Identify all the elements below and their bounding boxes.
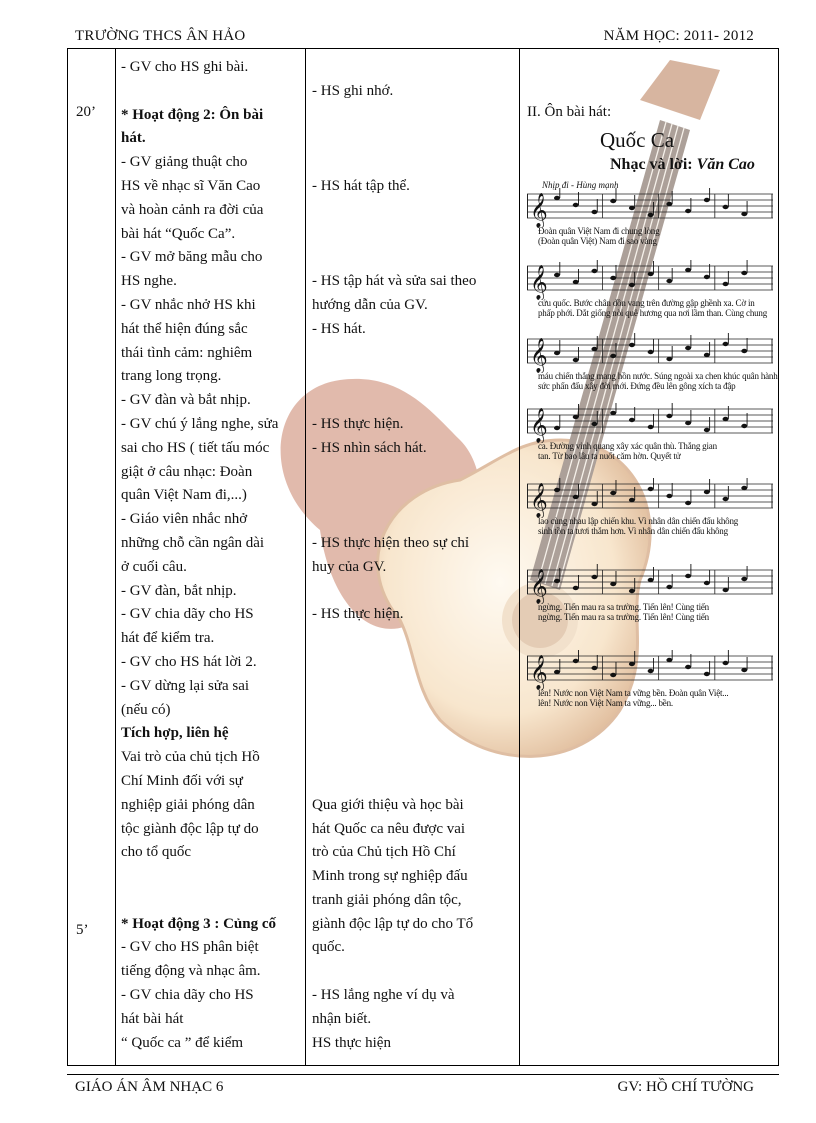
teacher-activities-column [121, 56, 278, 1055]
student-line [312, 699, 476, 723]
teacher-line: sai cho HS ( tiết tấu móc [121, 439, 270, 456]
time-activity-2: 20’ [76, 104, 96, 120]
music-staff [527, 403, 773, 443]
student-line: HS thực hiện [312, 1034, 391, 1051]
svg-text:𝄞: 𝄞 [530, 265, 548, 300]
student-line: - HS lắng nghe ví dụ và [312, 987, 455, 1004]
school-name: TRƯỜNG THCS ÂN HẢO [75, 28, 246, 44]
music-staff [527, 478, 773, 518]
student-line: - HS thực hiện. [312, 415, 404, 432]
student-line: nhận biết. [312, 1010, 372, 1027]
header-rule [67, 48, 779, 49]
music-staff [527, 188, 773, 228]
student-line [312, 675, 476, 699]
teacher-line: cho tổ quốc [121, 844, 191, 861]
teacher-line [121, 889, 278, 913]
svg-text:𝄞: 𝄞 [530, 408, 548, 443]
table-border-left [67, 49, 68, 1065]
teacher-line: hát bài hát [121, 1010, 184, 1027]
student-line [312, 960, 476, 984]
teacher-line: hát để kiểm tra. [121, 630, 215, 647]
teacher-line: tộc giành độc lập tự do [121, 820, 259, 837]
student-activities-column [312, 56, 476, 1055]
teacher-line: - GV cho HS hát lời 2. [121, 653, 257, 670]
composer-name: Văn Cao [696, 156, 755, 173]
teacher-line: - GV mở băng mẫu cho [121, 249, 263, 266]
teacher-line: Vai trò của chủ tịch Hồ [121, 749, 260, 766]
teacher-line: HS nghe. [121, 273, 177, 290]
student-line [312, 770, 476, 794]
student-line: giành độc lập tự do cho Tổ [312, 915, 474, 932]
teacher-line: - GV cho HS phân biệt [121, 939, 259, 956]
svg-text:𝄞: 𝄞 [530, 193, 548, 228]
teacher-line: “ Quốc ca ” để kiểm [121, 1034, 244, 1051]
teacher-line: Chí Minh đối với sự [121, 772, 243, 789]
teacher-line: - GV chia dãy cho HS [121, 606, 254, 623]
student-line: trò của Chủ tịch Hồ Chí [312, 844, 456, 861]
teacher-line: và hoàn cảnh ra đời của [121, 201, 264, 218]
lyric-line-verse-1: máu chiến thắng mang hồn nước. Súng ngoài xa chen khúc quân hành [538, 371, 778, 381]
tempo-marking: Nhịp đi - Hùng mạnh [542, 180, 619, 190]
lyric-line-verse-1: cứu quốc. Bước chân dồn vang trên đường gập ghềnh xa. Cờ in [538, 298, 755, 308]
teacher-line: những chỗ cần ngân dài [121, 534, 265, 551]
table-border-bottom [67, 1065, 779, 1066]
teacher-line: - GV giảng thuật cho [121, 154, 248, 171]
teacher-line: trang long trọng. [121, 368, 222, 385]
lyric-line-verse-2: (Đoàn quân Việt) Nam đi sao vàng [538, 236, 657, 246]
student-line [312, 484, 476, 508]
student-line [312, 151, 476, 175]
student-line [312, 365, 476, 389]
student-line [312, 651, 476, 675]
song-title: Quốc Ca [600, 128, 675, 152]
student-line: - HS thực hiện theo sự chỉ [312, 534, 470, 551]
student-line: - HS nhìn sách hát. [312, 439, 427, 456]
svg-text:𝄞: 𝄞 [530, 655, 548, 690]
teacher-line: bài hát “Quốc Ca”. [121, 225, 236, 242]
teacher-line: quân Việt Nam đi,...) [121, 487, 247, 504]
teacher-line: hát thể hiện đúng sắc [121, 320, 248, 337]
teacher-line [121, 80, 278, 104]
student-line: Qua giới thiệu và học bài [312, 796, 464, 813]
lyric-line-verse-1: lao cùng nhau lập chiến khu. Vì nhân dân chiến đấu không [538, 516, 739, 526]
table-border-right [778, 49, 779, 1065]
lyric-line-verse-2: tan. Từ bao lâu ta nuốt căm hờn. Quyết tử [538, 451, 681, 461]
lyric-line-verse-2: sức phấn đấu xây đời mới. Đứng đều lên gông xích ta đập [538, 381, 736, 391]
teacher-line: - GV nhắc nhở HS khi [121, 296, 256, 313]
student-line: - HS ghi nhớ. [312, 82, 394, 99]
footer-lesson-title: GIÁO ÁN ÂM NHẠC 6 [75, 1079, 224, 1095]
time-activity-3: 5’ [76, 922, 89, 938]
student-line: Minh trong sự nghiệp đấu [312, 868, 468, 885]
song-credit-prefix: Nhạc và lời: [610, 156, 697, 173]
student-line: - HS thực hiện. [312, 606, 404, 623]
student-line [312, 342, 476, 366]
student-line [312, 389, 476, 413]
lyric-line-verse-1: lên! Nước non Việt Nam ta vững bền. Đoàn quân Việt... [538, 688, 729, 698]
svg-text:𝄞: 𝄞 [530, 569, 548, 604]
teacher-line: ở cuối câu. [121, 558, 187, 575]
section-title: II. Ôn bài hát: [527, 104, 612, 120]
svg-text:𝄞: 𝄞 [530, 338, 548, 373]
teacher-line: HS về nhạc sĩ Văn Cao [121, 177, 261, 194]
teacher-line: - GV cho HS ghi bài. [121, 59, 249, 75]
student-line [312, 56, 476, 80]
teacher-line: - GV chú ý lắng nghe, sửa [121, 415, 279, 432]
teacher-line: hát. [121, 130, 146, 147]
student-line: tranh giải phóng dân tộc, [312, 891, 462, 908]
student-line: - HS tập hát và sửa sai theo [312, 273, 477, 290]
svg-text:𝄞: 𝄞 [530, 483, 548, 518]
student-line: huy của GV. [312, 558, 387, 575]
music-staff [527, 333, 773, 373]
student-line [312, 627, 476, 651]
student-line: hát Quốc ca nêu được vai [312, 820, 466, 837]
music-staff [527, 650, 773, 690]
teacher-line: (nếu có) [121, 701, 171, 718]
lyric-line-verse-1: ca. Đường vinh quang xây xác quân thù. Thắng gian [538, 441, 717, 451]
teacher-line: tiếng động và nhạc âm. [121, 963, 261, 980]
student-line [312, 722, 476, 746]
table-divider-time [115, 49, 116, 1065]
teacher-line: - GV chia dãy cho HS [121, 987, 254, 1004]
lyric-line-verse-1: ngừng. Tiến mau ra sa trường. Tiến lên! Cùng tiến [538, 602, 709, 612]
student-line [312, 223, 476, 247]
footer-teacher: GV: HỒ CHÍ TƯỜNG [617, 1079, 754, 1095]
lyric-line-verse-2: ngừng. Tiến mau ra sa trường. Tiến lên! Cùng tiến [538, 612, 709, 622]
lyric-line-verse-2: phấp phới. Dắt giống nòi quê hương qua nơi lầm than. Cùng chung [538, 308, 768, 318]
table-divider-teacher [305, 49, 306, 1065]
student-line: - HS hát. [312, 320, 366, 337]
student-line [312, 508, 476, 532]
music-staff [527, 260, 773, 300]
student-line [312, 580, 476, 604]
music-staff [527, 564, 773, 604]
teacher-line [121, 865, 278, 889]
footer-rule [67, 1074, 779, 1075]
teacher-line: giật ở câu nhạc: Đoàn [121, 463, 253, 480]
student-line: quốc. [312, 939, 345, 956]
student-line: - HS hát tập thể. [312, 177, 410, 194]
teacher-line: thái tình cảm: nghiêm [121, 344, 253, 361]
teacher-line: * Hoạt động 2: Ôn bài [121, 106, 264, 123]
table-divider-student [519, 49, 520, 1065]
teacher-line: * Hoạt động 3 : Củng cố [121, 915, 277, 932]
teacher-line: nghiệp giải phóng dân [121, 796, 255, 813]
student-line [312, 104, 476, 128]
lyric-line-verse-2: sinh tồn ta tươi thắm hơn. Vì nhân dân chiến đấu không [538, 526, 728, 536]
lyric-line-verse-1: Đoàn quân Việt Nam đi chung lòng [538, 226, 660, 236]
student-line: hướng dẫn của GV. [312, 296, 428, 313]
lyric-line-verse-2: lên! Nước non Việt Nam ta vững... bền. [538, 698, 673, 708]
student-line [312, 127, 476, 151]
song-credit [610, 156, 755, 174]
teacher-line: - GV đàn, bắt nhịp. [121, 582, 237, 599]
student-line [312, 246, 476, 270]
teacher-line: Tích hợp, liên hệ [121, 725, 229, 742]
student-line [312, 199, 476, 223]
student-line [312, 461, 476, 485]
school-year: NĂM HỌC: 2011- 2012 [603, 28, 754, 44]
teacher-line: - GV đàn và bắt nhịp. [121, 392, 251, 409]
teacher-line: - Giáo viên nhắc nhở [121, 511, 248, 528]
student-line [312, 746, 476, 770]
teacher-line: - GV dừng lại sửa sai [121, 677, 250, 694]
